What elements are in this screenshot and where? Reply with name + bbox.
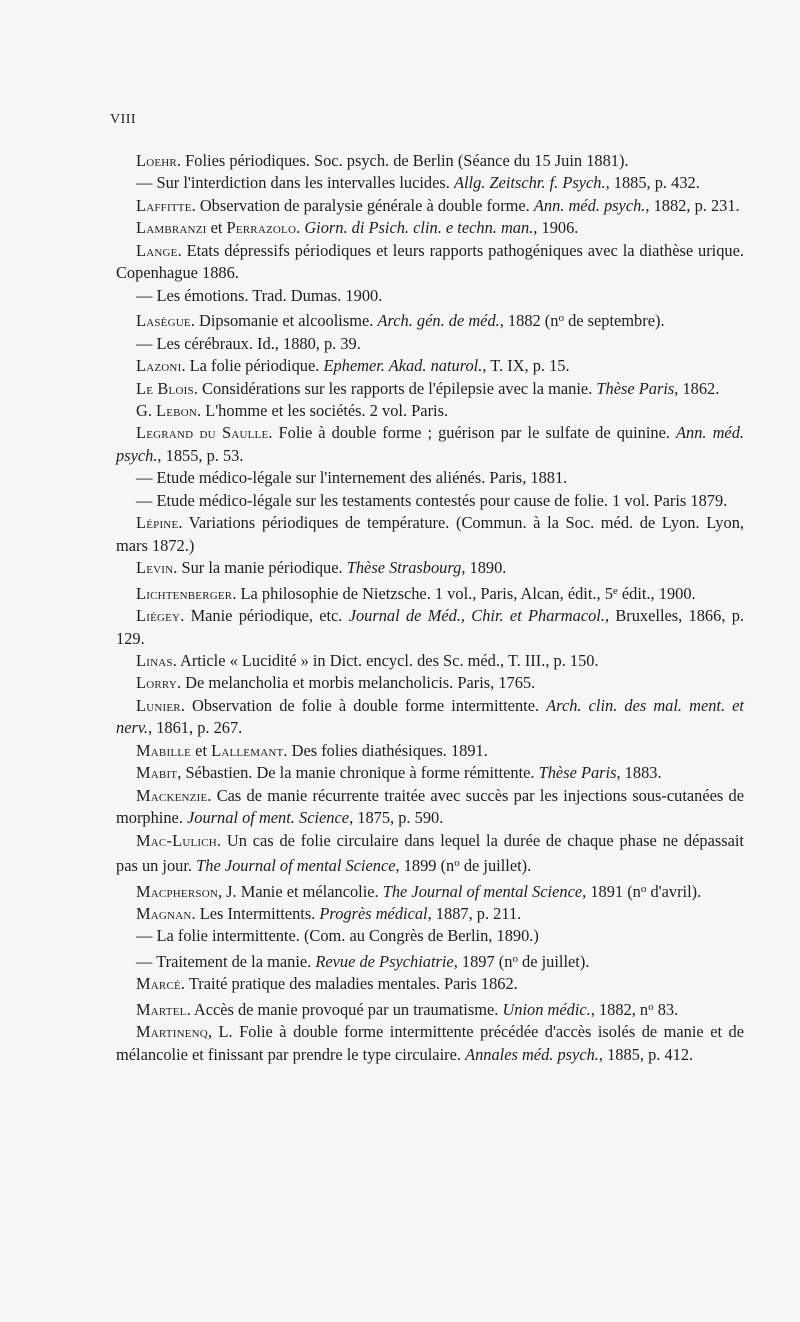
entry-author: Mabit bbox=[136, 763, 178, 783]
bibliography-entry bbox=[116, 740, 744, 762]
entry-author: Marcé bbox=[136, 974, 181, 994]
entry-text: , Bruxelles, 1866, p. 129. bbox=[116, 606, 744, 648]
bibliography-entry bbox=[116, 285, 744, 307]
entry-author: Lichtenberger bbox=[136, 583, 233, 603]
entry-text: . Manie périodique, etc. bbox=[180, 606, 349, 626]
entry-text: — Les émotions. Trad. Dumas. 1900. bbox=[136, 285, 383, 305]
entry-text: — Traitement de la manie. bbox=[136, 951, 316, 971]
entry-author: Macpherson bbox=[136, 881, 218, 901]
entry-text: , Sébastien. De la manie chronique à forme rémittente. bbox=[177, 763, 539, 783]
entry-text: de septembre). bbox=[563, 311, 665, 331]
entry-text: , 1882 (n bbox=[499, 311, 559, 331]
entry-text: , T. IX, p. 15. bbox=[482, 356, 570, 376]
entry-author: Linas bbox=[136, 650, 173, 670]
bibliography-entry bbox=[116, 580, 744, 605]
bibliography-entry bbox=[116, 217, 744, 239]
entry-superscript: o bbox=[640, 882, 647, 895]
entry-text: et bbox=[191, 740, 212, 760]
entry-text: , 1906. bbox=[533, 218, 579, 238]
entry-text: de juillet). bbox=[517, 951, 590, 971]
entry-text: , 1855, p. 53. bbox=[157, 445, 244, 465]
entry-author: Mabille bbox=[136, 740, 192, 760]
entry-text: . Traité pratique des maladies mentales. Paris 1862. bbox=[180, 974, 518, 994]
entry-text: , 1897 (n bbox=[453, 951, 513, 971]
entry-journal: The Journal of mental Science bbox=[382, 881, 583, 901]
entry-author: Lazoni bbox=[136, 356, 182, 376]
entry-superscript: o bbox=[558, 312, 564, 325]
entry-text: G. bbox=[136, 400, 157, 420]
page-number: VIII bbox=[110, 112, 137, 127]
entry-text: , 1883. bbox=[616, 763, 662, 783]
entry-journal: Journal de Méd., Chir. et Pharmacol. bbox=[348, 606, 605, 626]
entry-text: , 1890. bbox=[461, 558, 507, 578]
entry-text: , L. Folie à double forme intermittente précédée d'accès isolés de manie et de mélancolie et finissant par prendre le type circulaire. bbox=[116, 1022, 744, 1064]
entry-text: — Sur l'interdiction dans les intervalles lucides. bbox=[136, 173, 454, 193]
bibliography-entry bbox=[116, 307, 744, 332]
entry-superscript: o bbox=[512, 952, 518, 965]
entry-author: Legrand du Saulle bbox=[136, 423, 269, 443]
entry-journal: Ann. méd. psych. bbox=[533, 195, 646, 215]
bibliography-entry bbox=[116, 490, 744, 512]
entry-journal: Annales méd. psych. bbox=[465, 1044, 599, 1064]
bibliography-entry bbox=[116, 150, 744, 172]
entry-journal: Thèse Paris bbox=[596, 378, 675, 398]
bibliography-entry bbox=[116, 355, 744, 377]
entry-author: Lange bbox=[136, 240, 178, 260]
entry-text: . La folie périodique. bbox=[181, 356, 324, 376]
entry-text: — Etude médico-légale sur l'internement des aliénés. Paris, 1881. bbox=[136, 468, 568, 488]
entry-author: Magnan bbox=[136, 903, 192, 923]
entry-text: , 1862. bbox=[674, 378, 720, 398]
entry-text: . La philosophie de Nietzsche. 1 vol., Paris, Alcan, édit., 5 bbox=[232, 583, 613, 603]
bibliography-entry bbox=[116, 785, 744, 830]
entry-author: Lorry bbox=[136, 673, 177, 693]
entry-text: . bbox=[296, 218, 305, 238]
entry-author: Lunier bbox=[136, 695, 181, 715]
bibliography-entry bbox=[116, 695, 744, 740]
bibliography-entry bbox=[116, 240, 744, 285]
entry-coauthor: Lallemant bbox=[211, 740, 284, 760]
entry-journal: Ephemer. Akad. naturol. bbox=[323, 356, 483, 376]
entry-text: , 1875, p. 590. bbox=[349, 808, 444, 828]
entry-author: Lasègue bbox=[136, 311, 191, 331]
entry-author: Mackenzie bbox=[136, 785, 208, 805]
bibliography-entry bbox=[116, 903, 744, 925]
bibliography-list bbox=[116, 150, 744, 1066]
bibliography-entry bbox=[116, 925, 744, 947]
entry-text: , 1882, p. 231. bbox=[645, 195, 740, 215]
entry-text: , 1891 (n bbox=[582, 881, 641, 901]
entry-text: de juillet). bbox=[459, 856, 532, 876]
entry-journal: Union médic. bbox=[502, 999, 591, 1019]
entry-text: , 1861, p. 267. bbox=[148, 718, 243, 738]
entry-superscript: o bbox=[454, 857, 460, 870]
entry-author: Martinenq bbox=[136, 1022, 208, 1042]
entry-text: 83. bbox=[653, 999, 679, 1019]
entry-coauthor: Lebon bbox=[156, 400, 198, 420]
entry-text: . Etats dépressifs périodiques et leurs rapports pathogéniques avec la diathèse urique. Copenhague 1886. bbox=[116, 240, 744, 283]
entry-text: , 1887, p. 211. bbox=[427, 903, 522, 923]
bibliography-entry bbox=[116, 422, 744, 467]
entry-text: . Folies périodiques. Soc. psych. de Berlin (Séance du 15 Juin 1881). bbox=[176, 151, 629, 170]
bibliography-entry bbox=[116, 512, 744, 557]
bibliography-entry bbox=[116, 557, 744, 579]
bibliography-entry bbox=[116, 605, 744, 650]
entry-author: Lambranzi bbox=[136, 218, 207, 238]
entry-author: Mac-Lulich bbox=[136, 830, 217, 850]
entry-text: . Accès de manie provoqué par un traumatisme. bbox=[186, 999, 503, 1019]
bibliography-entry bbox=[116, 650, 744, 672]
bibliography-entry bbox=[116, 948, 744, 973]
entry-text: . Observation de paralysie générale à double forme. bbox=[191, 195, 534, 215]
entry-author: Liégey bbox=[136, 606, 181, 626]
entry-journal: Thèse Paris bbox=[538, 763, 617, 783]
entry-text: — La folie intermittente. (Com. au Congrès de Berlin, 1890.) bbox=[136, 926, 539, 946]
entry-text: . Des folies diathésiques. 1891. bbox=[283, 740, 488, 760]
bibliography-entry bbox=[116, 400, 744, 422]
entry-text: . Dipsomanie et alcoolisme. bbox=[190, 311, 378, 331]
bibliography-entry bbox=[116, 830, 744, 878]
entry-text: . Considérations sur les rapports de l'épilepsie avec la manie. bbox=[193, 378, 597, 398]
entry-journal: Allg. Zeitschr. f. Psych. bbox=[453, 173, 606, 193]
bibliography-entry bbox=[116, 378, 744, 400]
entry-text: . Variations périodiques de température. (Commun. à la Soc. méd. de Lyon. Lyon, mars 1872.) bbox=[116, 513, 744, 555]
entry-author: Levin bbox=[136, 558, 174, 578]
entry-author: Laffitte bbox=[136, 195, 192, 215]
entry-journal: Thèse Strasbourg bbox=[346, 558, 462, 578]
entry-text: édit., 1900. bbox=[617, 583, 696, 603]
bibliography-entry bbox=[116, 172, 744, 194]
entry-text: . Sur la manie périodique. bbox=[173, 558, 347, 578]
entry-text: . Les Intermittents. bbox=[191, 903, 320, 923]
entry-text: , J. Manie et mélancolie. bbox=[217, 881, 383, 901]
entry-journal: Revue de Psychiatrie bbox=[315, 951, 454, 971]
entry-text: , 1899 (n bbox=[395, 856, 455, 876]
entry-text: . L'homme et les sociétés. 2 vol. Paris. bbox=[197, 400, 449, 420]
entry-journal: The Journal of mental Science bbox=[196, 856, 396, 876]
entry-text: — Etude médico-légale sur les testaments contestés pour cause de folie. 1 vol. Paris 1879. bbox=[136, 490, 728, 510]
entry-author: Loehr bbox=[136, 151, 177, 170]
bibliography-entry bbox=[116, 973, 744, 995]
entry-journal: Arch. gén. de méd. bbox=[377, 311, 500, 331]
entry-journal: Arch. clin. des mal. ment. et nerv. bbox=[116, 695, 744, 738]
entry-text: , 1882, n bbox=[590, 999, 649, 1019]
entry-text: , 1885, p. 412. bbox=[598, 1044, 694, 1064]
bibliography-entry bbox=[116, 878, 744, 903]
entry-text: . De melancholia et morbis melancholicis. Paris, 1765. bbox=[176, 673, 536, 693]
bibliography-entry bbox=[116, 672, 744, 694]
entry-coauthor: Perrazolo bbox=[226, 218, 297, 238]
entry-text: . Un cas de folie circulaire dans lequel la durée de chaque phase ne dépassait pas un jour. bbox=[116, 830, 744, 876]
bibliography-entry bbox=[116, 467, 744, 489]
entry-text: , 1885, p. 432. bbox=[605, 173, 700, 193]
entry-superscript: o bbox=[648, 1000, 654, 1013]
entry-journal: Journal of ment. Science bbox=[187, 808, 350, 828]
entry-superscript: e bbox=[612, 584, 618, 597]
entry-text: . Folie à double forme ; guérison par le sulfate de quinine. bbox=[268, 423, 677, 443]
entry-text: . Article « Lucidité » in Dict. encycl. des Sc. méd., T. III., p. 150. bbox=[172, 650, 599, 670]
entry-author: Martel bbox=[136, 999, 187, 1019]
bibliography-entry bbox=[116, 1021, 744, 1066]
entry-text: . Observation de folie à double forme intermittente. bbox=[180, 695, 547, 715]
entry-journal: Ann. méd. psych. bbox=[116, 423, 744, 465]
bibliography-entry bbox=[116, 996, 744, 1021]
bibliography-entry bbox=[116, 195, 744, 217]
bibliography-entry bbox=[116, 333, 744, 355]
entry-text: et bbox=[206, 218, 227, 238]
bibliography-entry bbox=[116, 762, 744, 784]
entry-author: Le Blois bbox=[136, 378, 194, 398]
entry-journal: Progrès médical bbox=[319, 903, 428, 923]
entry-text: d'avril). bbox=[646, 881, 702, 901]
entry-journal: Giorn. di Psich. clin. e techn. man. bbox=[304, 218, 534, 238]
entry-author: Lépine bbox=[136, 513, 179, 533]
entry-text: . Cas de manie récurrente traitée avec succès par les injections sous-cutanées de morphine. bbox=[116, 785, 744, 828]
entry-text: — Les cérébraux. Id., 1880, p. 39. bbox=[136, 333, 361, 353]
